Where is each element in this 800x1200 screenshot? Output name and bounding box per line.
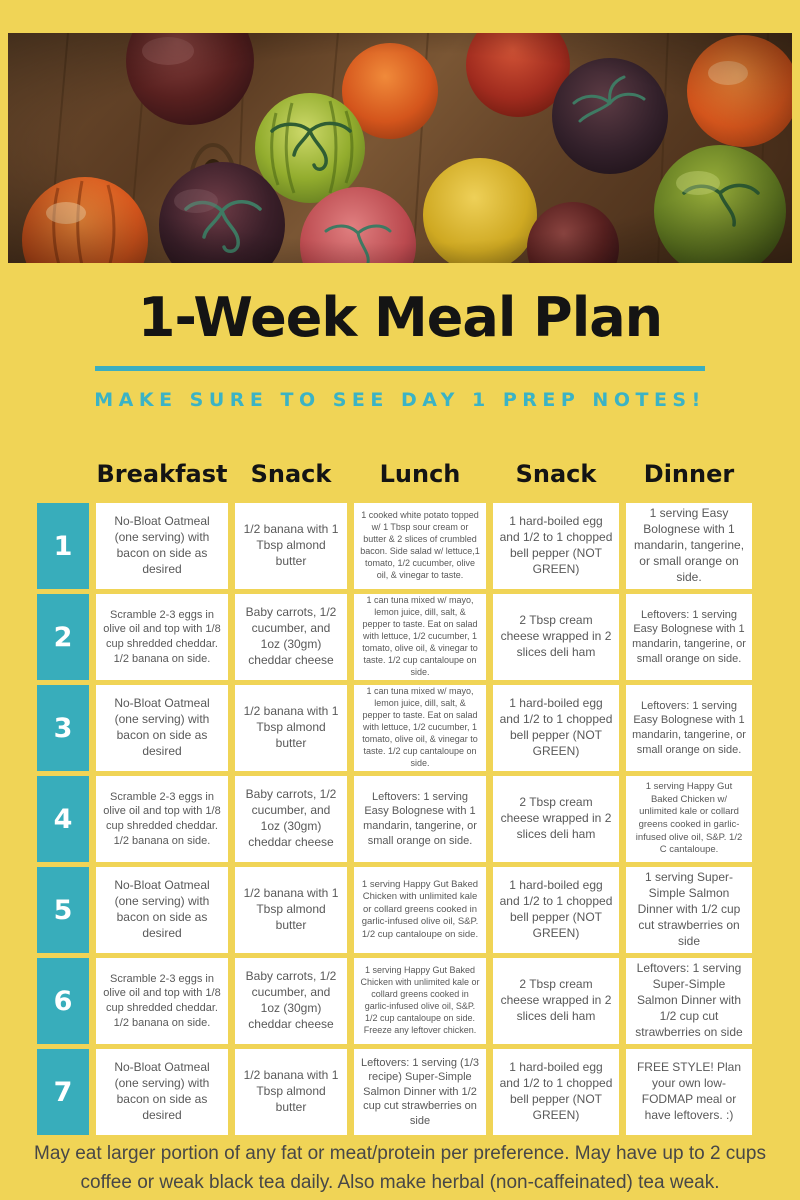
breakfast-cell: Scramble 2-3 eggs in olive oil and top with 1/8 cup shredded cheddar. 1/2 banana on side. <box>96 594 228 680</box>
column-header-snack-1: Snack <box>250 460 332 488</box>
snack1-cell: Baby carrots, 1/2 cucumber, and 1oz (30gm) cheddar cheese <box>235 594 347 680</box>
dinner-cell: 1 serving Happy Gut Baked Chicken w/ unlimited kale or collard greens cooked in garlic-infused olive oil, S&P. 1/2 C cantaloupe. <box>626 776 752 862</box>
snack2-cell: 2 Tbsp cream cheese wrapped in 2 slices deli ham <box>493 776 619 862</box>
lunch-cell: 1 serving Happy Gut Baked Chicken with unlimited kale or collard greens cooked in garlic-infused olive oil, S&P. 1/2 cup cantaloupe on side. Freeze any leftover chicken. <box>354 958 486 1044</box>
dinner-cell: Leftovers: 1 serving Easy Bolognese with 1 mandarin, tangerine, or small orange on side. <box>626 685 752 771</box>
snack2-cell: 1 hard-boiled egg and 1/2 to 1 chopped bell pepper (NOT GREEN) <box>493 503 619 589</box>
dinner-cell: FREE STYLE! Plan your own low-FODMAP meal or have leftovers. :) <box>626 1049 752 1135</box>
snack1-cell: Baby carrots, 1/2 cucumber, and 1oz (30gm) cheddar cheese <box>235 958 347 1044</box>
lunch-cell: Leftovers: 1 serving Easy Bolognese with 1 mandarin, tangerine, or small orange on side. <box>354 776 486 862</box>
breakfast-cell: No-Bloat Oatmeal (one serving) with bacon on side as desired <box>96 503 228 589</box>
day-column-spacer <box>37 452 89 498</box>
snack1-cell: Baby carrots, 1/2 cucumber, and 1oz (30gm) cheddar cheese <box>235 776 347 862</box>
dinner-cell: 1 serving Super-Simple Salmon Dinner with 1/2 cup cut strawberries on side <box>626 867 752 953</box>
meal-table <box>37 452 752 1135</box>
lunch-cell: 1 can tuna mixed w/ mayo, lemon juice, dill, salt, & pepper to taste. Eat on salad with lettuce, 1/2 cucumber, 1 tomato, olive oil, & vinegar to taste. 1/2 cup cantaloupe on side. <box>354 685 486 771</box>
dinner-cell: 1 serving Easy Bolognese with 1 mandarin, tangerine, or small orange on side. <box>626 503 752 589</box>
dinner-cell: Leftovers: 1 serving Super-Simple Salmon Dinner with 1/2 cup cut strawberries on side <box>626 958 752 1044</box>
day-number: 4 <box>37 776 89 862</box>
snack1-cell: 1/2 banana with 1 Tbsp almond butter <box>235 1049 347 1135</box>
breakfast-cell: Scramble 2-3 eggs in olive oil and top with 1/8 cup shredded cheddar. 1/2 banana on side. <box>96 958 228 1044</box>
title-divider <box>95 366 705 371</box>
page-title: 1-Week Meal Plan <box>137 286 663 349</box>
breakfast-cell: No-Bloat Oatmeal (one serving) with bacon on side as desired <box>96 867 228 953</box>
lunch-cell: 1 can tuna mixed w/ mayo, lemon juice, dill, salt, & pepper to taste. Eat on salad with lettuce, 1/2 cucumber, 1 tomato, olive oil, & vinegar to taste. 1/2 cup cantaloupe on side. <box>354 594 486 680</box>
column-header-lunch: Lunch <box>379 460 461 488</box>
column-header-breakfast: Breakfast <box>96 460 228 488</box>
snack2-cell: 1 hard-boiled egg and 1/2 to 1 chopped bell pepper (NOT GREEN) <box>493 685 619 771</box>
snack1-cell: 1/2 banana with 1 Tbsp almond butter <box>235 867 347 953</box>
snack2-cell: 1 hard-boiled egg and 1/2 to 1 chopped bell pepper (NOT GREEN) <box>493 867 619 953</box>
snack1-cell: 1/2 banana with 1 Tbsp almond butter <box>235 503 347 589</box>
tomatoes-photo <box>8 33 792 263</box>
snack1-cell: 1/2 banana with 1 Tbsp almond butter <box>235 685 347 771</box>
breakfast-cell: Scramble 2-3 eggs in olive oil and top with 1/8 cup shredded cheddar. 1/2 banana on side. <box>96 776 228 862</box>
footer-note: May eat larger portion of any fat or meat/protein per preference. May have up to 2 cups coffee or weak black tea daily. Also make herbal (non-caffeinated) tea weak. <box>34 1143 766 1193</box>
breakfast-cell: No-Bloat Oatmeal (one serving) with bacon on side as desired <box>96 685 228 771</box>
column-header-dinner: Dinner <box>643 460 735 488</box>
breakfast-cell: No-Bloat Oatmeal (one serving) with bacon on side as desired <box>96 1049 228 1135</box>
dinner-cell: Leftovers: 1 serving Easy Bolognese with 1 mandarin, tangerine, or small orange on side. <box>626 594 752 680</box>
snack2-cell: 2 Tbsp cream cheese wrapped in 2 slices deli ham <box>493 958 619 1044</box>
day-number: 6 <box>37 958 89 1044</box>
day-number: 1 <box>37 503 89 589</box>
snack2-cell: 2 Tbsp cream cheese wrapped in 2 slices deli ham <box>493 594 619 680</box>
day-number: 2 <box>37 594 89 680</box>
prep-notes-subtitle: MAKE SURE TO SEE DAY 1 PREP NOTES! <box>94 389 706 411</box>
day-number: 7 <box>37 1049 89 1135</box>
column-header-snack-2: Snack <box>515 460 597 488</box>
day-number: 5 <box>37 867 89 953</box>
day-number: 3 <box>37 685 89 771</box>
lunch-cell: 1 serving Happy Gut Baked Chicken with unlimited kale or collard greens cooked in garlic-infused olive oil, S&P. 1/2 cup cantaloupe on side. <box>354 867 486 953</box>
snack2-cell: 1 hard-boiled egg and 1/2 to 1 chopped bell pepper (NOT GREEN) <box>493 1049 619 1135</box>
lunch-cell: 1 cooked white potato topped w/ 1 Tbsp sour cream or butter & 2 slices of crumbled bacon. Side salad w/ lettuce,1 tomato, 1/2 cucumber, olive oil, & vinegar to taste. <box>354 503 486 589</box>
lunch-cell: Leftovers: 1 serving (1/3 recipe) Super-Simple Salmon Dinner with 1/2 cup cut strawberries on side <box>354 1049 486 1135</box>
